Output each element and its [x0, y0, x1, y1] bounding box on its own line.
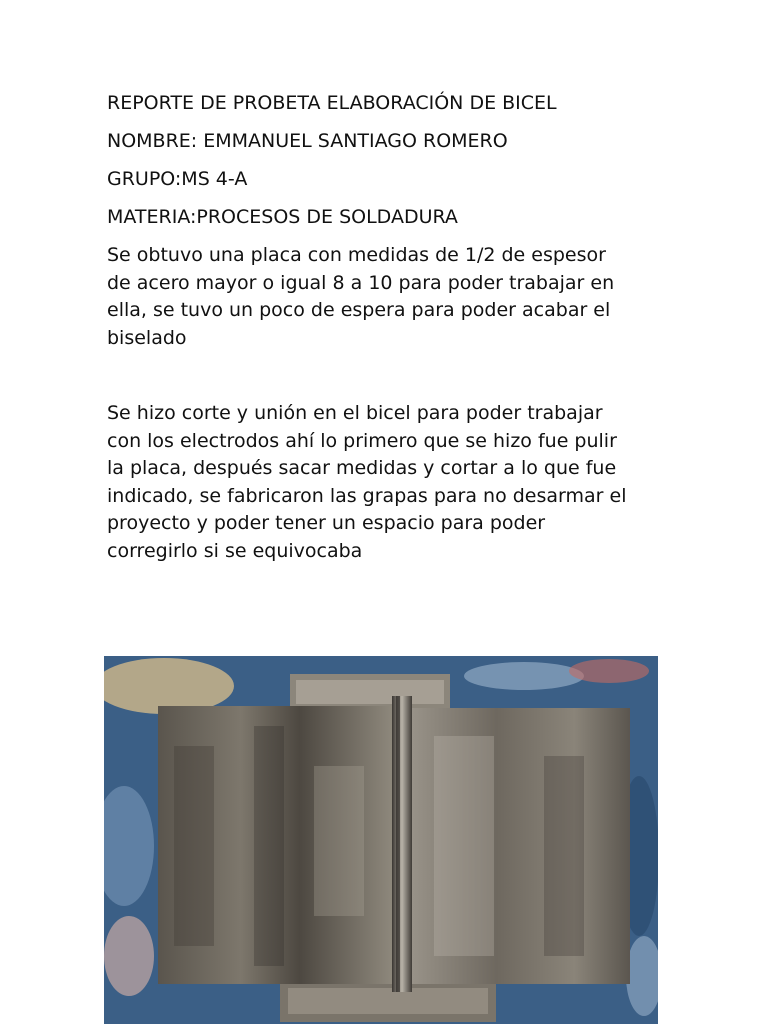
- student-name: NOMBRE: EMMANUEL SANTIAGO ROMERO: [107, 130, 508, 152]
- report-title: REPORTE DE PROBETA ELABORACIÓN DE BICEL: [107, 92, 557, 114]
- paragraph-line: indicado, se fabricaron las grapas para no desarmar el: [107, 484, 627, 507]
- paragraph-line: proyecto y poder tener un espacio para poder: [107, 512, 546, 534]
- paragraph-line: la placa, después sacar medidas y cortar a lo que fue: [107, 457, 617, 479]
- welded-plate-photo: [104, 656, 658, 1024]
- paragraph-line: con los electrodos ahí lo primero que se hizo fue pulir: [107, 429, 617, 452]
- paragraph-line: Se hizo corte y unión en el bicel para poder trabajar: [107, 402, 603, 424]
- paragraph-line: de acero mayor o igual 8 a 10 para poder trabajar en: [107, 271, 615, 294]
- paragraph-line: Se obtuvo una placa con medidas de 1/2 de espesor: [107, 244, 606, 266]
- paragraph-line: corregirlo si se equivocaba: [107, 539, 363, 562]
- paragraph-plate-description: [107, 242, 667, 352]
- subject-label: MATERIA:PROCESOS DE SOLDADURA: [107, 206, 458, 228]
- paragraph-line: biselado: [107, 326, 187, 349]
- paragraph-line: ella, se tuvo un poco de espera para poder acabar el: [107, 299, 611, 321]
- group-label: GRUPO:MS 4-A: [107, 168, 248, 190]
- paragraph-process-description: [107, 400, 667, 565]
